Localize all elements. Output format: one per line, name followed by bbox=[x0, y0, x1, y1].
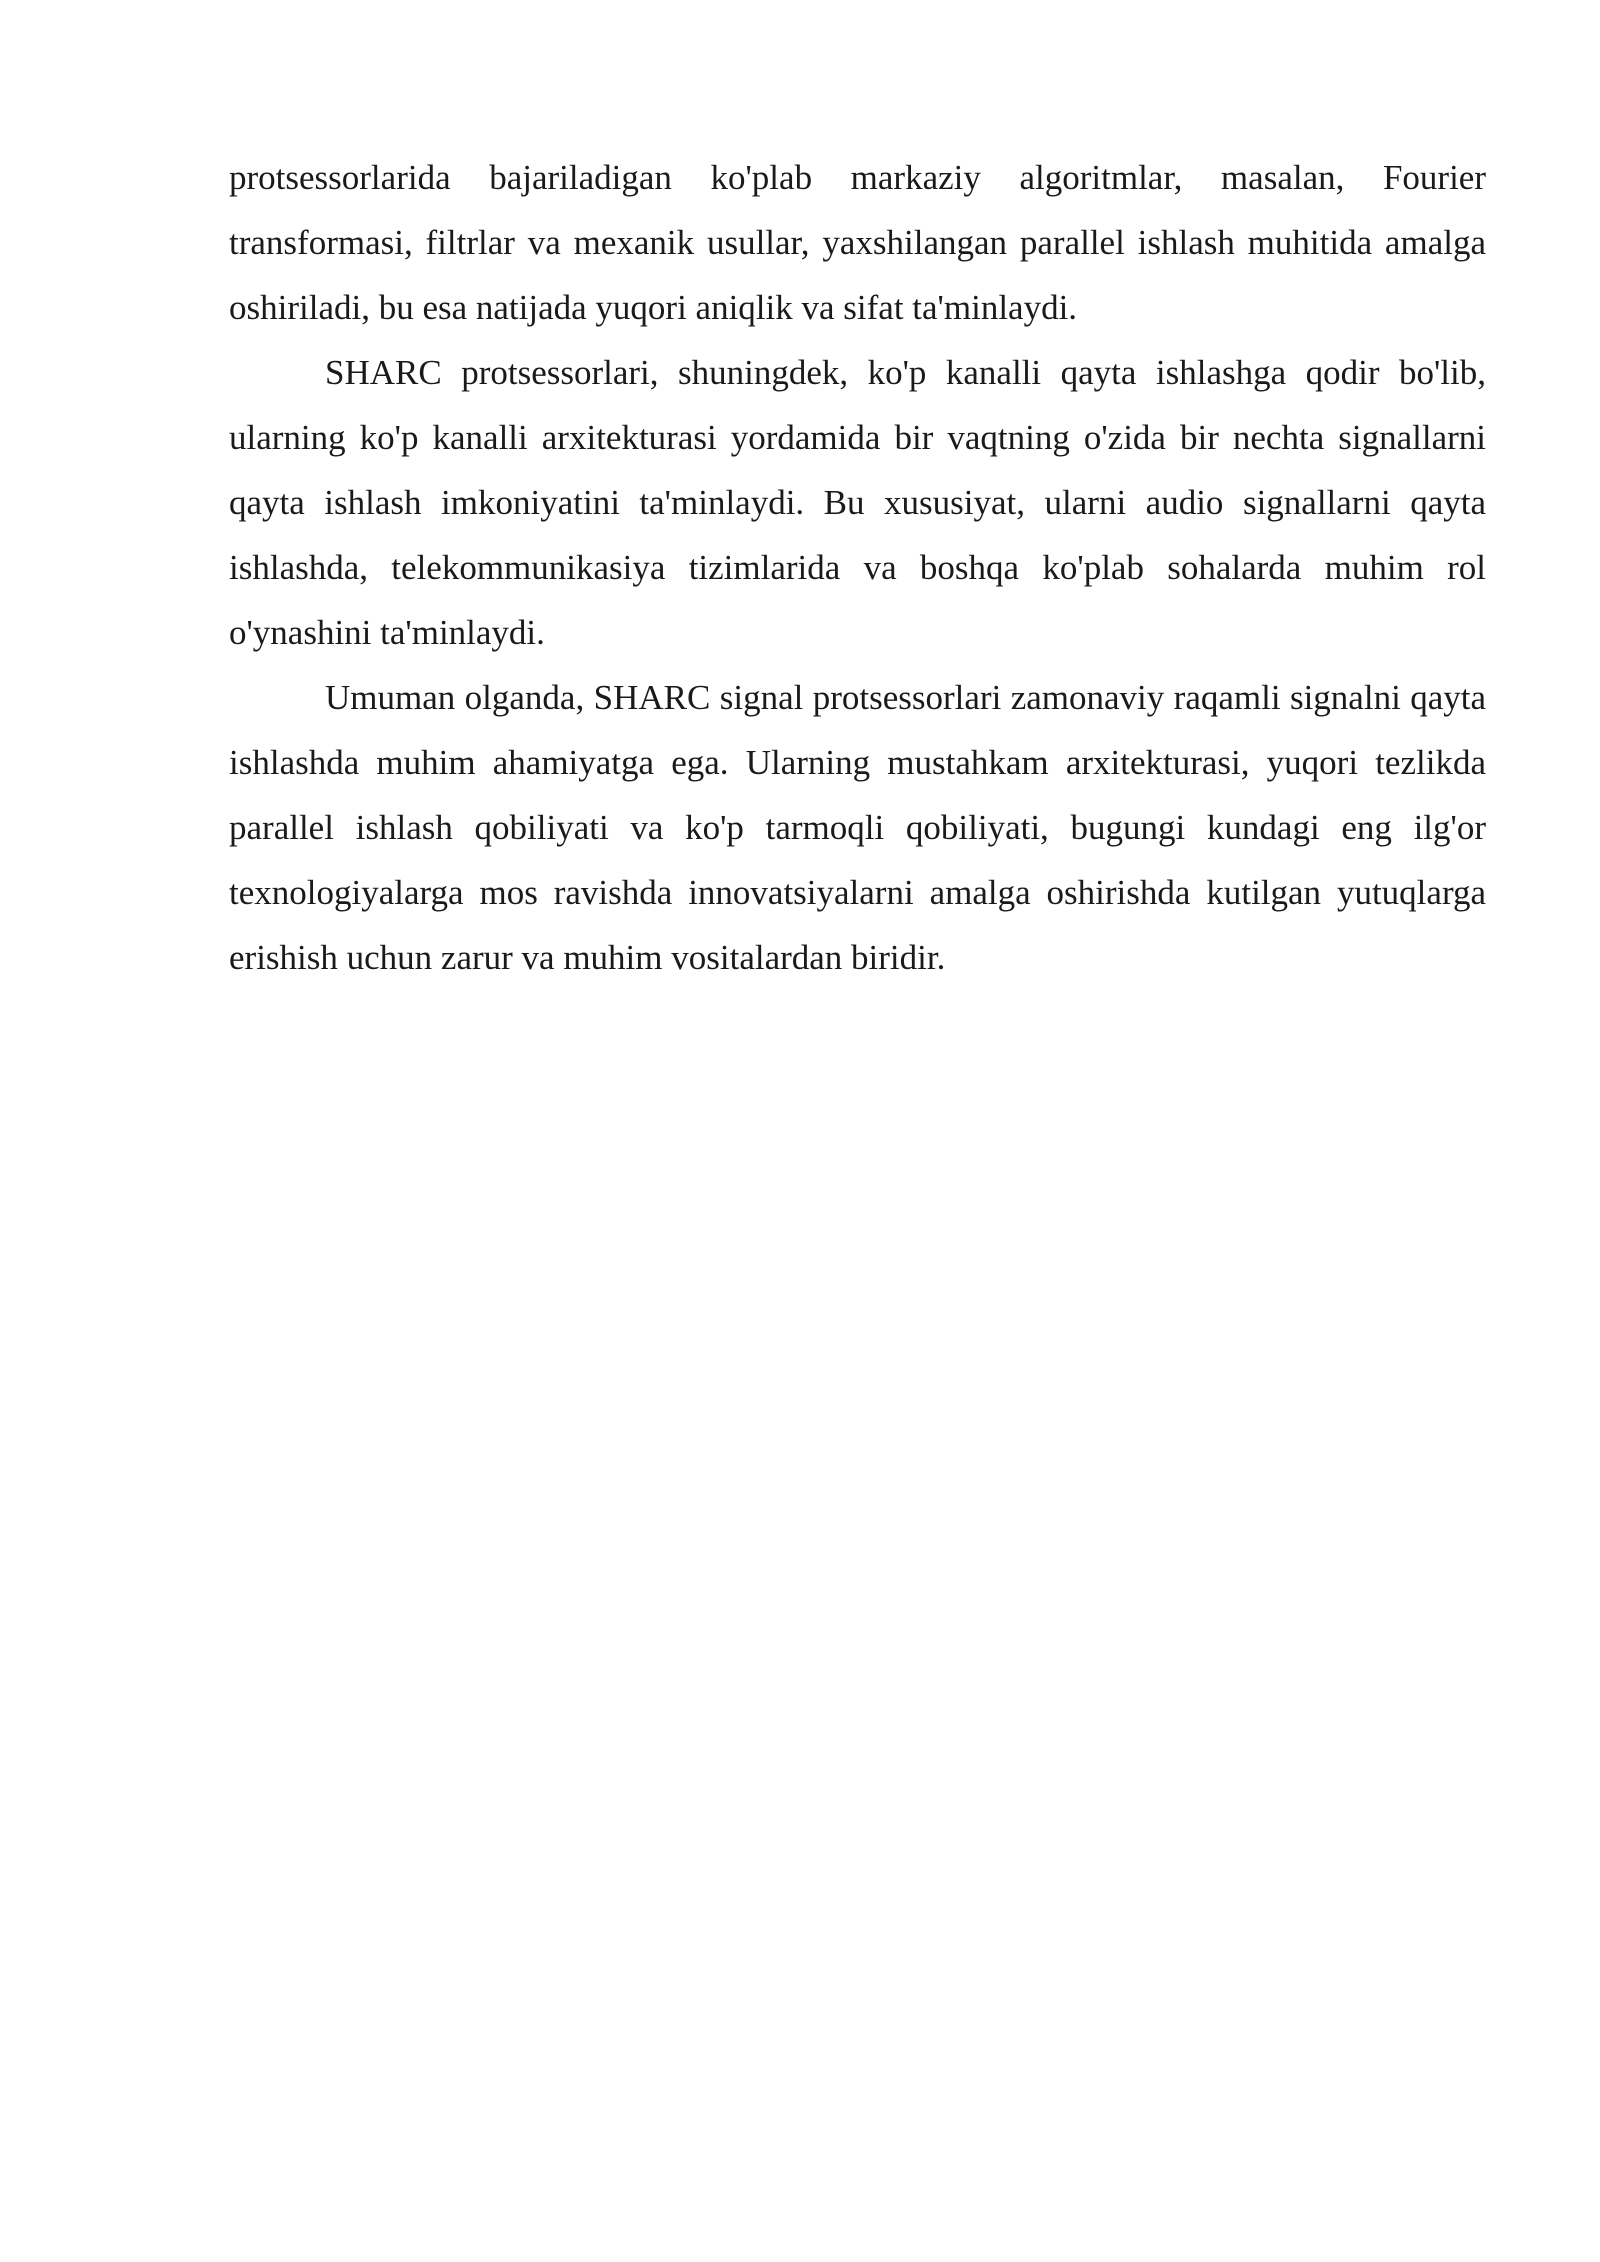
document-body bbox=[229, 145, 1486, 990]
paragraph-continuation: protsessorlarida bajariladigan ko'plab markaziy algoritmlar, masalan, Fourier transformasi, filtrlar va mexanik usullar, yaxshilangan parallel ishlash muhitida amalga oshiriladi, bu esa natijada yuqori aniqlik va sifat ta'minlaydi. bbox=[229, 158, 1486, 327]
paragraph-sharc-multichannel: SHARC protsessorlari, shuningdek, ko'p kanalli qayta ishlashga qodir bo'lib, ularning ko'p kanalli arxitekturasi yordamida bir vaqtning o'zida bir nechta signallarni qayta ishlash imkoniyatini ta'minlaydi. Bu xususiyat, ularni audio signallarni qayta ishlashda, telekommunikasiya tizimlarida va boshqa ko'plab sohalarda muhim rol o'ynashini ta'minlaydi. bbox=[229, 353, 1486, 652]
paragraph-conclusion: Umuman olganda, SHARC signal protsessorlari zamonaviy raqamli signalni qayta ishlashda muhim ahamiyatga ega. Ularning mustahkam arxitekturasi, yuqori tezlikda parallel ishlash qobiliyati va ko'p tarmoqli qobiliyati, bugungi kundagi eng ilg'or texnologiyalarga mos ravishda innovatsiyalarni amalga oshirishda kutilgan yutuqlarga erishish uchun zarur va muhim vositalardan biridir. bbox=[229, 678, 1486, 977]
